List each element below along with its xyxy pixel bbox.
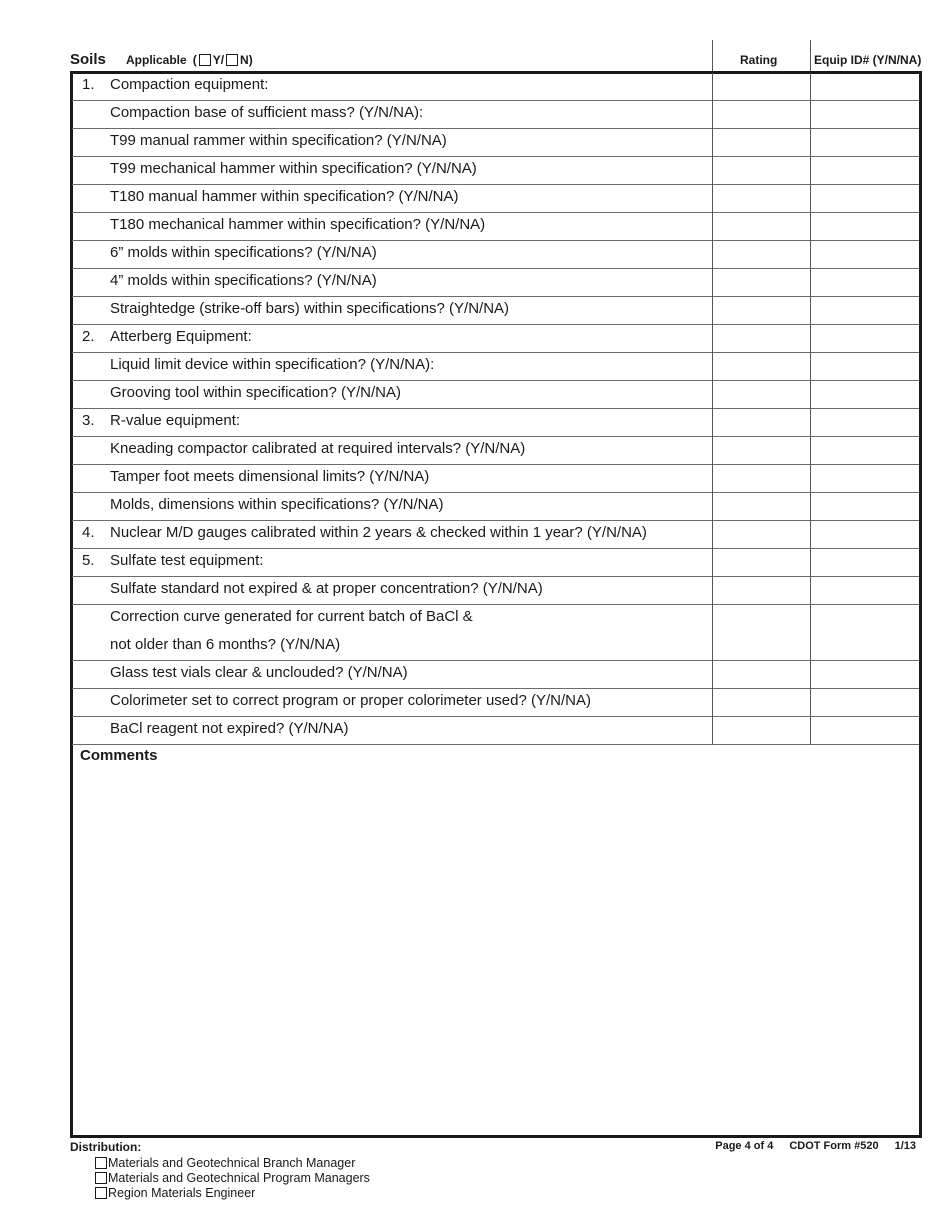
checklist-row bbox=[72, 213, 919, 241]
distribution-checkbox[interactable] bbox=[95, 1187, 107, 1199]
applicable-label: Applicable bbox=[126, 53, 187, 67]
distribution-checkbox[interactable] bbox=[95, 1172, 107, 1184]
checklist-row bbox=[72, 521, 919, 549]
checklist-row bbox=[72, 549, 919, 577]
row-text: Kneading compactor calibrated at required intervals? (Y/N/NA) bbox=[110, 440, 526, 457]
row-text: Sulfate standard not expired & at proper concentration? (Y/N/NA) bbox=[110, 580, 543, 597]
checklist-row bbox=[72, 353, 919, 381]
rating-column-divider bbox=[712, 40, 713, 73]
row-text: Grooving tool within specification? (Y/N/NA) bbox=[110, 384, 401, 401]
applicable-open-paren: ( bbox=[192, 53, 197, 67]
checklist-row bbox=[72, 661, 919, 689]
distribution-block bbox=[70, 1140, 370, 1200]
checklist-row bbox=[72, 717, 919, 745]
applicable-selector bbox=[126, 53, 253, 67]
distribution-item bbox=[70, 1155, 370, 1170]
row-text: BaCl reagent not expired? (Y/N/NA) bbox=[110, 720, 349, 737]
distribution-checkbox[interactable] bbox=[95, 1157, 107, 1169]
rating-column-header: Rating bbox=[740, 53, 778, 67]
form-info bbox=[715, 1140, 916, 1152]
row-text: Straightedge (strike-off bars) within specifications? (Y/N/NA) bbox=[110, 300, 510, 317]
row-text: Sulfate test equipment: bbox=[110, 552, 264, 569]
section-title: Soils bbox=[70, 51, 106, 68]
row-text: Nuclear M/D gauges calibrated within 2 years & checked within 1 year? (Y/N/NA) bbox=[110, 524, 647, 541]
checklist-row bbox=[72, 269, 919, 297]
row-number: 5. bbox=[82, 552, 95, 569]
distribution-title: Distribution: bbox=[70, 1140, 142, 1154]
row-text: Tamper foot meets dimensional limits? (Y/N/NA) bbox=[110, 468, 430, 485]
applicable-yes-label: Y/ bbox=[212, 53, 225, 67]
applicable-yes-checkbox[interactable] bbox=[199, 54, 211, 66]
row-text: T180 mechanical hammer within specification? (Y/N/NA) bbox=[110, 216, 486, 233]
rating-column-line bbox=[712, 73, 713, 745]
row-text: Glass test vials clear & unclouded? (Y/N/NA) bbox=[110, 664, 408, 681]
row-text: Compaction equipment: bbox=[110, 76, 269, 93]
checklist-row bbox=[72, 465, 919, 493]
row-text: Molds, dimensions within specifications? (Y/N/NA) bbox=[110, 496, 444, 513]
form-date: 1/13 bbox=[894, 1140, 916, 1152]
checklist-row bbox=[72, 689, 919, 717]
row-number: 2. bbox=[82, 328, 95, 345]
checklist-row bbox=[72, 325, 919, 353]
checklist-row bbox=[72, 605, 919, 661]
row-number: 3. bbox=[82, 412, 95, 429]
row-number: 4. bbox=[82, 524, 95, 541]
row-text: Colorimeter set to correct program or proper colorimeter used? (Y/N/NA) bbox=[110, 692, 591, 709]
form-number: CDOT Form #520 bbox=[789, 1140, 879, 1152]
checklist-row bbox=[72, 129, 919, 157]
row-text: 4” molds within specifications? (Y/N/NA) bbox=[110, 272, 377, 289]
row-text: T99 mechanical hammer within specification? (Y/N/NA) bbox=[110, 160, 477, 177]
row-text: Liquid limit device within specification? (Y/N/NA): bbox=[110, 356, 435, 373]
row-number: 1. bbox=[82, 76, 95, 93]
checklist-row bbox=[72, 157, 919, 185]
checklist-row bbox=[72, 241, 919, 269]
row-text-continued: not older than 6 months? (Y/N/NA) bbox=[110, 636, 341, 653]
checklist-row bbox=[72, 409, 919, 437]
checklist-row bbox=[72, 73, 919, 101]
comments-label: Comments bbox=[80, 747, 158, 764]
distribution-item bbox=[70, 1170, 370, 1185]
checklist-row bbox=[72, 577, 919, 605]
applicable-no-checkbox[interactable] bbox=[226, 54, 238, 66]
row-text: Compaction base of sufficient mass? (Y/N/NA): bbox=[110, 104, 424, 121]
row-text: T99 manual rammer within specification? (Y/N/NA) bbox=[110, 132, 447, 149]
row-text: 6” molds within specifications? (Y/N/NA) bbox=[110, 244, 377, 261]
checklist-row bbox=[72, 437, 919, 465]
checklist-row bbox=[72, 381, 919, 409]
row-text: Atterberg Equipment: bbox=[110, 328, 252, 345]
checklist-row bbox=[72, 493, 919, 521]
row-text: T180 manual hammer within specification? (Y/N/NA) bbox=[110, 188, 459, 205]
equip-column-line bbox=[810, 73, 811, 745]
equip-column-header: Equip ID# (Y/N/NA) bbox=[814, 53, 922, 67]
distribution-item-label: Region Materials Engineer bbox=[108, 1185, 256, 1200]
checklist-row bbox=[72, 185, 919, 213]
page-number: Page 4 of 4 bbox=[715, 1140, 774, 1152]
checklist-row bbox=[72, 101, 919, 129]
applicable-no-label: N) bbox=[240, 53, 253, 67]
distribution-item-label: Materials and Geotechnical Program Managers bbox=[108, 1170, 370, 1185]
row-text: Correction curve generated for current batch of BaCl & bbox=[110, 608, 473, 625]
equip-column-divider bbox=[810, 40, 811, 73]
row-text: R-value equipment: bbox=[110, 412, 241, 429]
checklist-row bbox=[72, 297, 919, 325]
distribution-item bbox=[70, 1185, 370, 1200]
distribution-item-label: Materials and Geotechnical Branch Manager bbox=[108, 1155, 356, 1170]
